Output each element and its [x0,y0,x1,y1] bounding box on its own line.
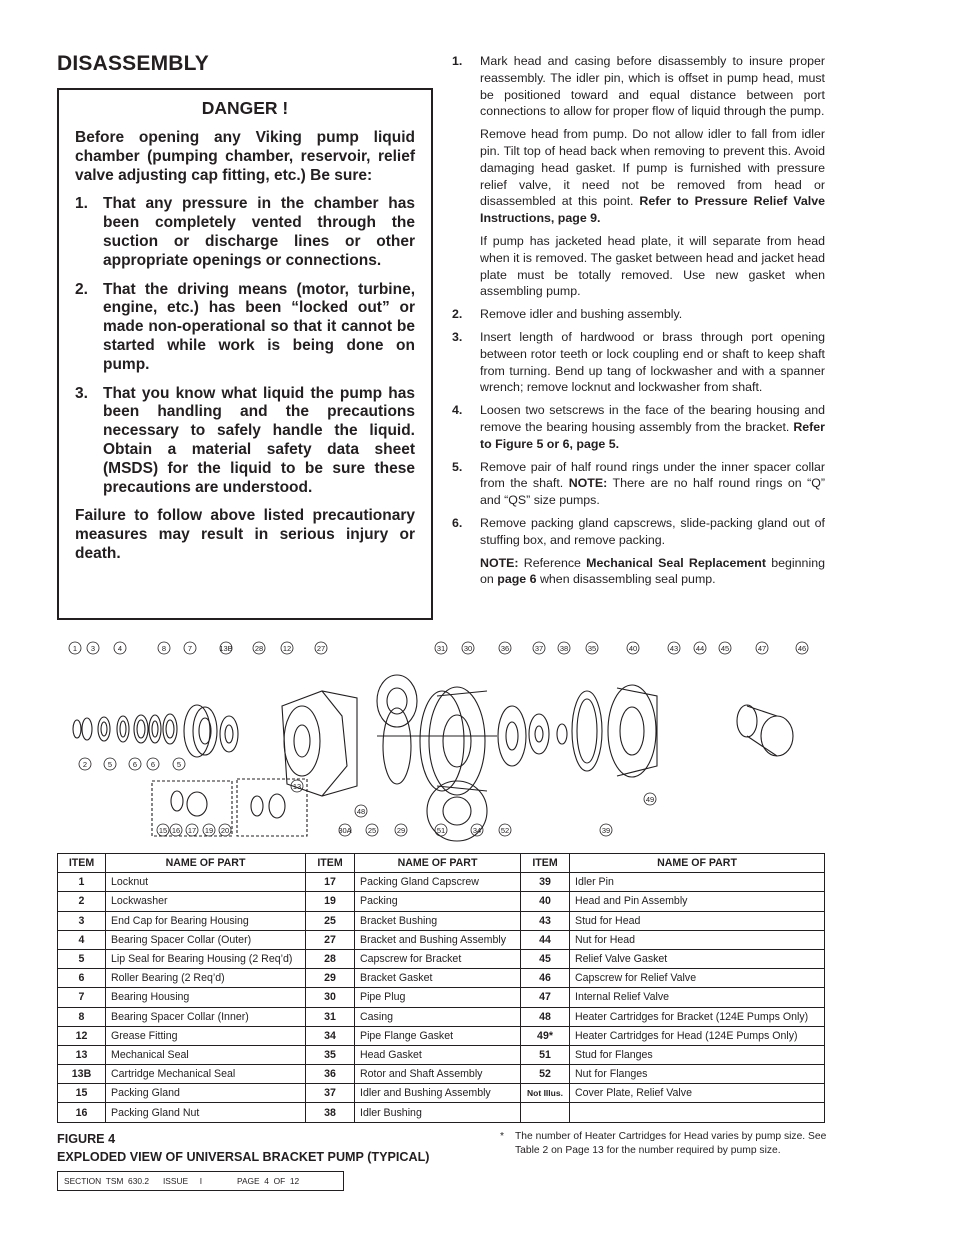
figure-caption [57,1130,429,1166]
item-number-cell: 6 [58,969,106,988]
table-row [58,1084,825,1103]
step-number: 3. [452,329,463,344]
callout-label: 36 [500,644,510,653]
part-name-cell: Idler and Bushing Assembly [355,1084,521,1103]
danger-item-text: That you know what liquid the pump has been handling and the precautions necessary to safely handle the liquid. Obtain a material safety data sheet (MSDS) for the liquid to be sure these precautions are understood. [103,384,415,496]
callout-label: 31 [436,644,446,653]
danger-item-number: 3. [75,384,88,402]
part-name-cell: Nut for Flanges [570,1065,825,1084]
part-name-cell: Heater Cartridges for Head (124E Pumps Only) [570,1026,825,1045]
part-name-cell: Lip Seal for Bearing Housing (2 Req’d) [106,949,306,968]
table-row [58,892,825,911]
callout-label: 40 [628,644,638,653]
callout-label: 44 [695,644,705,653]
table-row [58,1065,825,1084]
callout-label: 20 [220,826,230,835]
callout-label: 6 [150,760,156,769]
danger-title: DANGER ! [201,98,289,118]
item-number-cell: 51 [521,1045,570,1064]
callout-label: 47 [757,644,767,653]
part-name-cell: Cartridge Mechanical Seal [106,1065,306,1084]
step-reference: Refer to Figure 5 or 6, page 5. [480,419,825,451]
column-header: NAME OF PART [106,854,306,873]
footnote-text: The number of Heater Cartridges for Head varies by pump size. See Table 2 on Page 13 for the number required by pump size. [515,1131,827,1156]
item-number-cell: 44 [521,930,570,949]
callout-label: 2 [82,760,88,769]
step-text: Remove pair of half round rings under the inner spacer collar from the shaft. NOTE: There are no half round rings on “Q” and “QS” size pumps. [480,459,826,508]
part-name-cell: Lockwasher [106,892,306,911]
page-footer: SECTION TSM 630.2 ISSUE I PAGE 4 OF 12 [57,1171,344,1191]
step-text: Remove packing gland capscrews, slide-packing gland out of stuffing box, and remove packing. [480,515,825,547]
part-name-cell: Heater Cartridges for Bracket (124E Pumps Only) [570,1007,825,1026]
table-header-row [58,854,825,873]
item-number-cell: 30 [306,988,355,1007]
part-name-cell: Bracket Bushing [355,911,521,930]
callout-label: 13 [292,782,302,791]
step-number: 4. [452,403,463,418]
step-text: If pump has jacketed head plate, it will separate from head when it is removed. The gasket between head and jacket head plate must be totally removed. Use new gasket when assembling pump. [480,233,825,299]
callout-label: 51 [436,826,446,835]
part-name-cell: Bearing Spacer Collar (Inner) [106,1007,306,1026]
footnote-marker: * [500,1131,505,1142]
step-6 [452,515,825,588]
item-number-cell: 52 [521,1065,570,1084]
item-number-cell: 2 [58,892,106,911]
item-number-cell: 49* [521,1026,570,1045]
callout-label: 38 [559,644,569,653]
callout-label: 45 [720,644,730,653]
callout-label: 7 [187,644,193,653]
item-number-cell: 16 [58,1103,106,1122]
step-number: 1. [452,54,463,68]
callout-label: 13B [219,644,233,653]
item-number-cell: 13 [58,1045,106,1064]
figure-label: FIGURE 4 [57,1132,116,1146]
callout-label: 28 [254,644,264,653]
part-name-cell: Nut for Head [570,930,825,949]
table-row [58,949,825,968]
part-name-cell: Internal Relief Valve [570,988,825,1007]
callout-label: 25 [367,826,377,835]
part-name-cell: Packing [355,892,521,911]
part-name-cell: Packing Gland Capscrew [355,873,521,892]
step-number: 6. [452,515,463,530]
note-label: NOTE: [568,476,608,491]
item-number-cell: 28 [306,949,355,968]
callout-label: 49 [645,795,655,804]
disassembly-steps [452,53,825,594]
step-1 [452,53,825,300]
footnote [500,1130,830,1158]
item-number-cell: 34 [306,1026,355,1045]
part-name-cell: Relief Valve Gasket [570,949,825,968]
item-number-cell: 45 [521,949,570,968]
danger-warning: Failure to follow above listed precautionary measures may result in serious injury or death. [75,507,415,562]
callout-label: 5 [176,760,182,769]
table-row [58,1103,825,1122]
item-number-cell: 13B [58,1065,106,1084]
part-name-cell: Bearing Spacer Collar (Outer) [106,930,306,949]
callout-label: 3 [90,644,96,653]
column-header: ITEM [521,854,570,873]
column-header: NAME OF PART [570,854,825,873]
part-name-cell: Pipe Plug [355,988,521,1007]
item-number-cell: 40 [521,892,570,911]
part-name-cell: Packing Gland Nut [106,1103,306,1122]
danger-item [75,195,415,270]
table-row [58,873,825,892]
item-number-cell: 1 [58,873,106,892]
step-2 [452,306,825,323]
callout-label: 16 [171,826,181,835]
part-name-cell: Idler Bushing [355,1103,521,1122]
part-name-cell: Head Gasket [355,1045,521,1064]
step-text: Remove head from pump. Do not allow idler to fall from idler pin. Tilt top of head back when removing to prevent this. Avoid damaging head gasket. If pump is furnished with pressure relief valve, it need not be removed from head or disassembled at this point. Refer to Pressure Relief Valve Instructions, page 9. [480,127,825,226]
part-name-cell: Stud for Flanges [570,1045,825,1064]
callout-label: 30 [463,644,473,653]
part-name-cell: Casing [355,1007,521,1026]
column-header: NAME OF PART [355,854,521,873]
table-row [58,930,825,949]
part-name-cell: Capscrew for Bracket [355,949,521,968]
step-4 [452,402,825,452]
callout-label: 12 [282,644,292,653]
callout-label: 39 [601,826,611,835]
step-text: Remove idler and bushing assembly. [480,307,683,322]
danger-item-text: That any pressure in the chamber has been completely vented through the suction or discharge lines or other appropriate openings or connections. [103,195,415,269]
callout-label: 6 [132,760,138,769]
item-number-cell: 12 [58,1026,106,1045]
step-note: NOTE: Reference Mechanical Seal Replacement beginning on page 6 when disassembling seal pump. [480,555,825,587]
item-number-cell: 19 [306,892,355,911]
callout-label: 4 [117,644,123,653]
item-number-cell: 15 [58,1084,106,1103]
item-number-cell: 48 [521,1007,570,1026]
step-5 [452,459,825,509]
callout-label: 48 [356,807,366,816]
danger-item-number: 1. [75,195,88,213]
item-number-cell: 29 [306,969,355,988]
item-number-cell: 25 [306,911,355,930]
table-row [58,911,825,930]
part-name-cell: Idler Pin [570,873,825,892]
column-header: ITEM [306,854,355,873]
callout-label: 35 [587,644,597,653]
table-row [58,1007,825,1026]
callout-label: 1 [72,644,78,653]
callout-label: 29 [396,826,406,835]
callout-label: 27 [316,644,326,653]
part-name-cell: Mechanical Seal [106,1045,306,1064]
table-row [58,969,825,988]
callout-label: 52 [500,826,510,835]
step-reference: Refer to Pressure Relief Valve Instructions, page 9. [480,194,825,226]
part-name-cell: Capscrew for Relief Valve [570,969,825,988]
step-number: 2. [452,307,463,322]
callout-label: 19 [204,826,214,835]
table-row [58,1026,825,1045]
danger-box [57,88,433,620]
callout-label: 34 [472,826,482,835]
part-name-cell: Bearing Housing [106,988,306,1007]
item-number-cell: 31 [306,1007,355,1026]
step-text: Loosen two setscrews in the face of the bearing housing and remove the bearing housing assembly from the bracket. Refer to Figure 5 or 6, page 5. [480,403,825,451]
item-number-cell: 5 [58,949,106,968]
item-number-cell: 43 [521,911,570,930]
danger-item [75,281,415,375]
danger-intro: Before opening any Viking pump liquid chamber (pumping chamber, reservoir, relief valve adjusting cap fitting, etc.) Be sure: [75,129,415,184]
item-number-cell: 38 [306,1103,355,1122]
page-title: DISASSEMBLY [57,52,209,75]
item-number-cell: 7 [58,988,106,1007]
item-number-cell: 46 [521,969,570,988]
item-number-cell: 35 [306,1045,355,1064]
table-row [58,988,825,1007]
step-text: Mark head and casing before disassembly to insure proper reassembly. The idler pin, which is offset in pump head, must be positioned toward and equal distance between port connections to allow for proper flow of liquid through the pump. [480,54,825,119]
part-name-cell: Head and Pin Assembly [570,892,825,911]
callout-label: 17 [187,826,197,835]
danger-item-text: That the driving means (motor, turbine, engine, etc.) has been “locked out” or made non-operational so that it cannot be started while work is being done on pump. [103,280,415,373]
danger-item-number: 2. [75,280,88,298]
item-number-cell: 27 [306,930,355,949]
part-name-cell: Grease Fitting [106,1026,306,1045]
step-number: 5. [452,459,463,474]
callout-label: 30A [338,826,352,835]
column-header: ITEM [58,854,106,873]
item-number-cell: Not Illus. [521,1084,570,1103]
part-name-cell: Pipe Flange Gasket [355,1026,521,1045]
callout-label: 15 [158,826,168,835]
part-name-cell: Bracket Gasket [355,969,521,988]
part-name-cell: Locknut [106,873,306,892]
parts-table [57,853,825,1123]
exploded-view-diagram [57,636,825,846]
callout-label: 5 [107,760,113,769]
part-name-cell [570,1103,825,1122]
danger-item [75,385,415,498]
item-number-cell: 39 [521,873,570,892]
part-name-cell: Rotor and Shaft Assembly [355,1065,521,1084]
callout-label: 43 [669,644,679,653]
figure-title: EXPLODED VIEW OF UNIVERSAL BRACKET PUMP (TYPICAL) [57,1150,430,1164]
callout-label: 37 [534,644,544,653]
item-number-cell [521,1103,570,1122]
part-name-cell: Bracket and Bushing Assembly [355,930,521,949]
part-name-cell: Cover Plate, Relief Valve [570,1084,825,1103]
callout-label: 46 [797,644,807,653]
item-number-cell: 3 [58,911,106,930]
table-row [58,1045,825,1064]
item-number-cell: 17 [306,873,355,892]
item-number-cell: 4 [58,930,106,949]
part-name-cell: End Cap for Bearing Housing [106,911,306,930]
item-number-cell: 8 [58,1007,106,1026]
callout-label: 8 [161,644,167,653]
step-3 [452,329,825,396]
item-number-cell: 36 [306,1065,355,1084]
item-number-cell: 37 [306,1084,355,1103]
step-text: Insert length of hardwood or brass through port opening between rotor teeth or lock coupling end or shaft to keep shaft from turning. Bend up tang of lockwasher and with a spanner wrench; remove locknut and lockwasher from shaft. [480,329,825,395]
part-name-cell: Packing Gland [106,1084,306,1103]
part-name-cell: Roller Bearing (2 Req’d) [106,969,306,988]
item-number-cell: 47 [521,988,570,1007]
part-name-cell: Stud for Head [570,911,825,930]
